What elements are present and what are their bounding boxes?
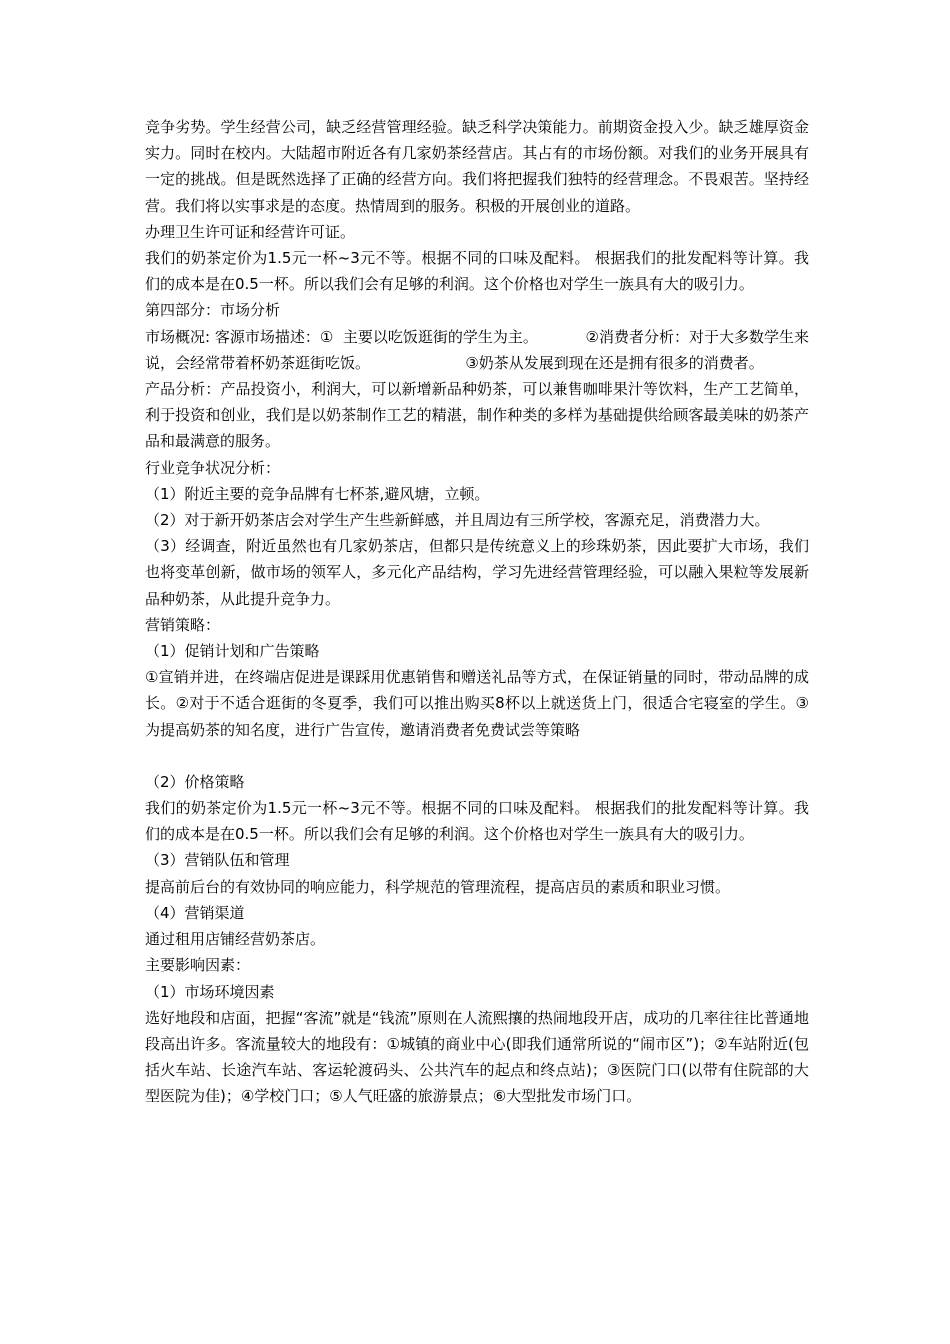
paragraph-pricing: 我们的奶茶定价为1.5元一杯~3元不等。根据不同的口味及配料。 根据我们的批发配料等计算。我们的成本是在0.5一杯。所以我们会有足够的利润。这个价格也对学生一族具有大的吸引力。 bbox=[145, 249, 809, 294]
subheading-promotion: （1）促销计划和广告策略 bbox=[145, 642, 320, 661]
paragraph-sales-team: 提高前后台的有效协同的响应能力，科学规范的管理流程，提高店员的素质和职业习惯。 bbox=[145, 877, 731, 896]
paragraph-product-analysis: 产品分析：产品投资小，利润大，可以新增新品种奶茶，可以兼售咖啡果汁等饮料，生产工艺简单，利于投资和创业，我们是以奶茶制作工艺的精湛，制作种类的多样为基础提供给顾客最美味的奶茶产品和最满意的服务。 bbox=[145, 380, 809, 451]
subheading-price-strategy: （2）价格策略 bbox=[145, 772, 245, 791]
paragraph-price-strategy: 我们的奶茶定价为1.5元一杯~3元不等。根据不同的口味及配料。 根据我们的批发配料等计算。我们的成本是在0.5一杯。所以我们会有足够的利润。这个价格也对学生一族具有大的吸引力。 bbox=[145, 799, 809, 844]
heading-competition-analysis: 行业竞争状况分析： bbox=[145, 458, 281, 477]
paragraph-competitive-disadvantage: 竞争劣势。学生经营公司，缺乏经营管理经验。缺乏科学决策能力。前期资金投入少。缺乏雄厚资金实力。同时在校内。大陆超市附近各有几家奶茶经营店。其占有的市场份额。对我们的业务开展具有一定的挑战。但是既然选择了正确的经营方向。我们将把握我们独特的经营理念。不畏艰苦。坚持经营。我们将以实事求是的态度。热情周到的服务。积极的开展创业的道路。 bbox=[145, 118, 809, 215]
paragraph-licenses: 办理卫生许可证和经营许可证。 bbox=[145, 222, 356, 241]
subheading-sales-channel: （4）营销渠道 bbox=[145, 903, 245, 922]
paragraph-promotion: ①宣销并进，在终端店促进是课踩用优惠销售和赠送礼品等方式，在保证销量的同时，带动品牌的成长。②对于不适合逛街的冬夏季，我们可以推出购买8杯以上就送货上门，很适合宅寝室的学生。③为提高奶茶的知名度，进行广告宣传，邀请消费者免费试尝等策略 bbox=[145, 668, 809, 739]
list-item-competition-2: （2）对于新开奶茶店会对学生产生些新鲜感，并且周边有三所学校，客源充足，消费潜力大。 bbox=[145, 511, 770, 530]
paragraph-sales-channel: 通过租用店铺经营奶茶店。 bbox=[145, 930, 326, 949]
paragraph-market-overview: 市场概况: 客源市场描述：① 主要以吃饭逛街的学生为主。 ②消费者分析：对于大多数学生来说，会经常带着杯奶茶逛街吃饭。 ③奶茶从发展到现在还是拥有很多的消费者。 bbox=[145, 327, 809, 372]
list-item-competition-1: （1）附近主要的竞争品牌有七杯茶,避风塘，立顿。 bbox=[145, 484, 490, 503]
subheading-sales-team: （3）营销队伍和管理 bbox=[145, 851, 290, 870]
heading-marketing-strategy: 营销策略： bbox=[145, 615, 221, 634]
subheading-market-environment: （1）市场环境因素 bbox=[145, 982, 275, 1001]
heading-main-factors: 主要影响因素： bbox=[145, 956, 251, 975]
paragraph-market-environment: 选好地段和店面，把握“客流”就是“钱流”原则在人流熙攘的热闹地段开店，成功的几率往往比普通地段高出许多。客流量较大的地段有：①城镇的商业中心(即我们通常所说的“闹市区”)；②车站附近(包括火车站、长途汽车站、客运轮渡码头、公共汽车的起点和终点站)；③医院门口(以带有住院部的大型医院为佳)；④学校门口；⑤人气旺盛的旅游景点；⑥大型批发市场门口。 bbox=[145, 1008, 809, 1106]
section-heading-market-analysis: 第四部分：市场分析 bbox=[145, 301, 281, 320]
document-body bbox=[145, 114, 809, 1110]
list-item-competition-3: （3）经调查，附近虽然也有几家奶茶店，但都只是传统意义上的珍珠奶茶，因此要扩大市场，我们也将变革创新，做市场的领军人，多元化产品结构，学习先进经营管理经验，可以融入果粒等发展新品种奶茶，从此提升竞争力。 bbox=[145, 537, 809, 608]
blank-line bbox=[145, 743, 809, 769]
